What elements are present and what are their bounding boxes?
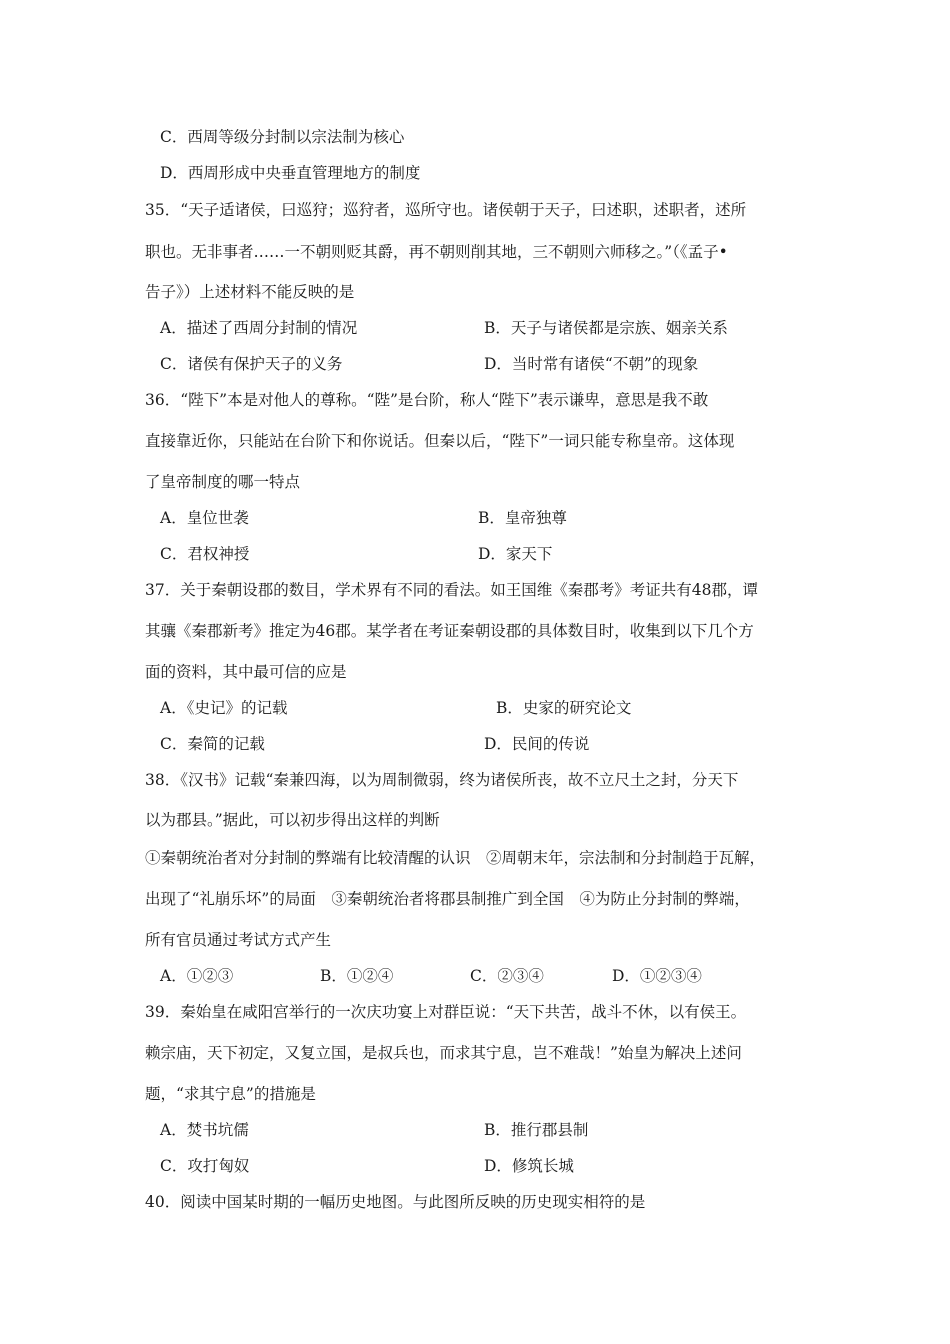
q36-option-b: B．皇帝独尊 [478,509,567,527]
q36-option-a: A．皇位世袭 [160,509,249,527]
q39-stem-line1: 39．秦始皇在咸阳宫举行的一次庆功宴上对群臣说：“天下共苦，战斗不休，以有侯王。 [145,1003,747,1021]
q35-option-d: D．当时常有诸侯“不朝”的现象 [484,355,699,373]
q38-stem-line1: 38．《汉书》记载“秦兼四海，以为周制微弱，终为诸侯所丧，故不立尺土之封，分天下 [145,771,739,789]
q38-option-a: A．①②③ [160,967,234,985]
q37-stem-line1: 37．关于秦朝设郡的数目，学术界有不同的看法。如王国维《秦郡考》考证共有48郡，谭 [145,581,758,599]
q38-stem-line2: 以为郡县。”据此，可以初步得出这样的判断 [145,811,440,829]
q39-option-d: D．修筑长城 [484,1157,574,1175]
q39-stem-line2: 赖宗庙，天下初定，又复立国，是叔兵也，而求其宁息，岂不难哉！”始皇为解决上述问 [145,1044,742,1062]
q37-stem-line3: 面的资料，其中最可信的应是 [145,663,347,681]
q36-option-d: D．家天下 [478,545,553,563]
q36-stem-line2: 直接靠近你，只能站在台阶下和你说话。但秦以后，“陛下”一词只能专称皇帝。这体现 [145,432,735,450]
q35-option-a: A．描述了西周分封制的情况 [160,319,358,337]
q40-stem-line1: 40．阅读中国某时期的一幅历史地图。与此图所反映的历史现实相符的是 [145,1193,646,1211]
q35-stem-line2: 职也。无非事者……一不朝则贬其爵，再不朝则削其地，三不朝则六师移之。”（《孟子• [145,243,728,261]
q37-option-a: A．《史记》的记载 [160,699,288,717]
q36-stem-line3: 了皇帝制度的哪一特点 [145,473,301,491]
q35-option-c: C．诸侯有保护天子的义务 [160,355,343,373]
q36-stem-line1: 36．“陛下”本是对他人的尊称。“陛”是台阶，称人“陛下”表示谦卑，意思是我不敢 [145,391,709,409]
q38-stem-line3: ①秦朝统治者对分封制的弊端有比较清醒的认识 ②周朝末年，宗法制和分封制趋于瓦解， [145,849,766,867]
q34-option-d: D．西周形成中央垂直管理地方的制度 [160,164,421,182]
q38-option-c: C．②③④ [470,967,544,985]
q37-option-c: C．秦简的记载 [160,735,265,753]
q35-stem-line1: 35．“天子适诸侯，曰巡狩；巡狩者，巡所守也。诸侯朝于天子，曰述职，述职者，述所 [145,201,747,219]
q37-option-b: B．史家的研究论文 [496,699,632,717]
q38-stem-line4: 出现了“礼崩乐坏”的局面 ③秦朝统治者将郡县制推广到全国 ④为防止分封制的弊端， [145,890,750,908]
q38-option-b: B．①②④ [320,967,394,985]
q39-option-c: C．攻打匈奴 [160,1157,250,1175]
q39-stem-line3: 题，“求其宁息”的措施是 [145,1085,316,1103]
q34-option-c: C．西周等级分封制以宗法制为核心 [160,128,405,146]
q35-stem-line3: 告子》）上述材料不能反映的是 [145,283,355,301]
q35-option-b: B．天子与诸侯都是宗族、姻亲关系 [484,319,728,337]
q37-stem-line2: 其骧《秦郡新考》推定为46郡。某学者在考证秦朝设郡的具体数目时，收集到以下几个方 [145,622,754,640]
q38-stem-line5: 所有官员通过考试方式产生 [145,931,332,949]
q39-option-a: A．焚书坑儒 [160,1121,249,1139]
q38-option-d: D．①②③④ [612,967,702,985]
q39-option-b: B．推行郡县制 [484,1121,589,1139]
q37-option-d: D．民间的传说 [484,735,590,753]
q36-option-c: C．君权神授 [160,545,250,563]
